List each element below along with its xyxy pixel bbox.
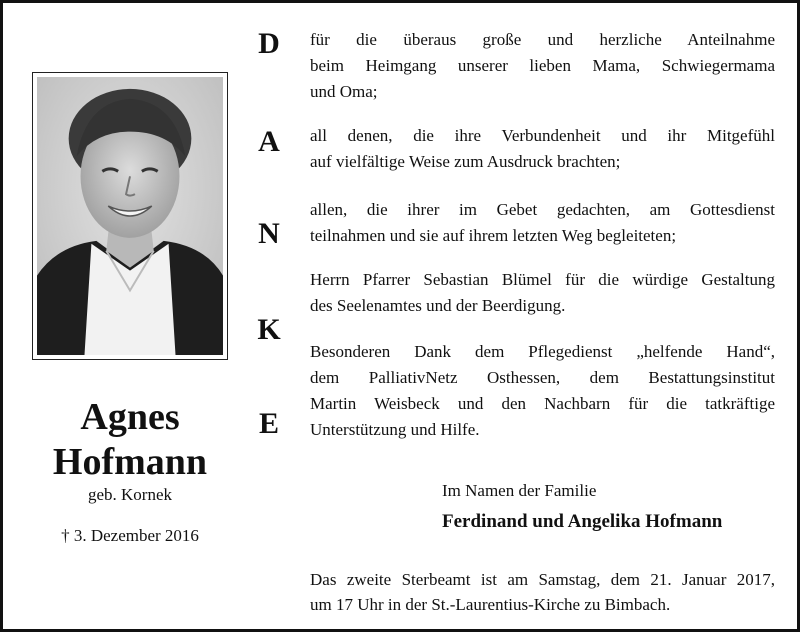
paragraph-line: dem PalliativNetz Osthessen, dem Bestattungsinstitut <box>310 368 775 387</box>
family-signature: Ferdinand und Angelika Hofmann <box>442 511 723 532</box>
paragraph-e <box>310 339 775 443</box>
footer-line: Das zweite Sterbeamt ist am Samstag, dem 21. Januar 2017, <box>310 570 775 589</box>
paragraph-line: des Seelenamtes und der Beerdigung. <box>310 296 566 315</box>
paragraph-line: und Oma; <box>310 82 378 101</box>
paragraph-line: für die überaus große und herzliche Anteilnahme <box>310 30 775 49</box>
paragraph-k <box>310 267 775 319</box>
paragraph-line: allen, die ihrer im Gebet gedachten, am Gottesdienst <box>310 200 775 219</box>
danke-letter-e: E <box>258 407 279 440</box>
paragraph-a <box>310 123 775 175</box>
portrait-illustration <box>37 77 223 355</box>
portrait-frame <box>32 72 228 360</box>
paragraph-d <box>310 27 775 105</box>
portrait-photo <box>37 77 223 355</box>
paragraph-line: auf vielfältige Weise zum Ausdruck brachten; <box>310 152 621 171</box>
death-date: † 3. Dezember 2016 <box>61 526 199 545</box>
family-intro: Im Namen der Familie <box>442 481 597 500</box>
paragraph-line: Besonderen Dank dem Pflegedienst „helfende Hand“, <box>310 342 775 361</box>
danke-letter-n: N <box>258 217 280 250</box>
danke-letter-k: K <box>257 313 281 346</box>
maiden-name: geb. Kornek <box>87 485 173 504</box>
paragraph-line: teilnahmen und sie auf ihrem letzten Weg begleiteten; <box>310 226 677 245</box>
paragraph-line: Unterstützung und Hilfe. <box>310 420 480 439</box>
service-announcement <box>310 567 775 617</box>
paragraph-line: Herrn Pfarrer Sebastian Blümel für die würdige Gestaltung <box>310 270 775 289</box>
footer-line: um 17 Uhr in der St.-Laurentius-Kirche zu Bimbach. <box>310 595 671 614</box>
danke-letter-d: D <box>258 27 280 60</box>
paragraph-n <box>310 197 775 249</box>
paragraph-line: Martin Weisbeck und den Nachbarn für die tatkräftige <box>310 394 775 413</box>
deceased-last-name: Hofmann <box>52 441 208 483</box>
paragraph-line: beim Heimgang unserer lieben Mama, Schwiegermama <box>310 56 775 75</box>
paragraph-line: all denen, die ihre Verbundenheit und ihr Mitgefühl <box>310 126 775 145</box>
danke-letter-a: A <box>258 125 280 158</box>
deceased-first-name: Agnes <box>80 396 180 438</box>
